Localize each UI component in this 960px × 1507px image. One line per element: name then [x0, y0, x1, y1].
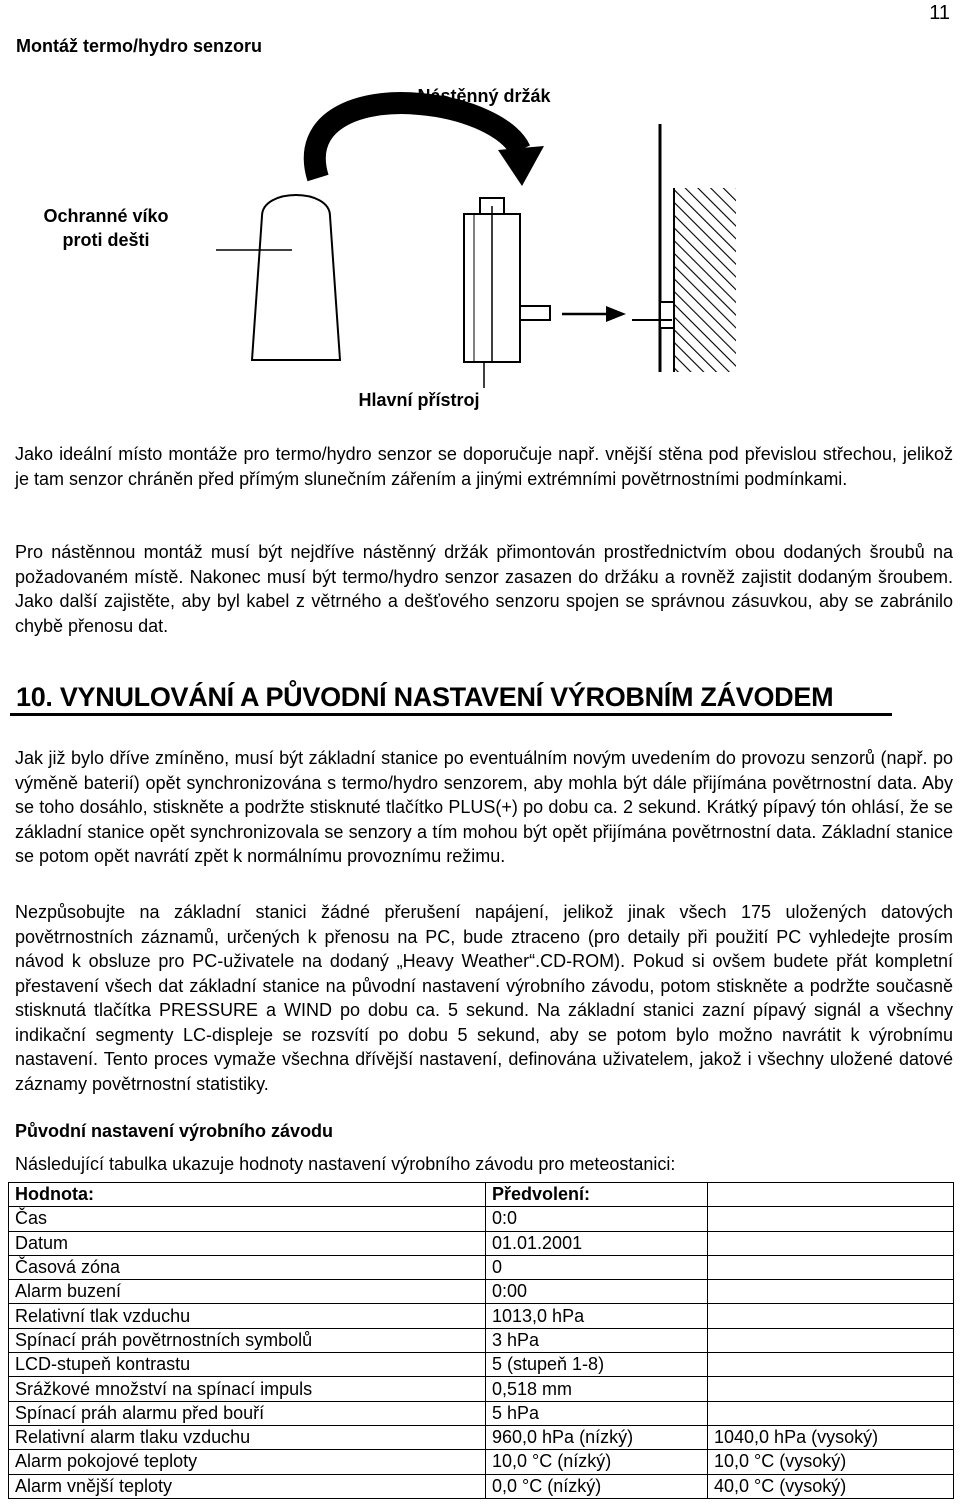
table-cell: [708, 1401, 954, 1425]
label-rain-cover-line2: proti dešti: [62, 230, 150, 250]
table-cell: 5 (stupeň 1-8): [486, 1353, 708, 1377]
table-row: [9, 1425, 954, 1449]
table-row: [9, 1474, 954, 1498]
table-cell: Relativní tlak vzduchu: [9, 1304, 486, 1328]
arrow-right-icon: [562, 306, 626, 322]
heading-underline: [10, 713, 892, 716]
table-cell: Spínací práh povětrnostních symbolů: [9, 1328, 486, 1352]
header-cell: Předvolení:: [486, 1183, 708, 1207]
chapter-paragraph-2: [15, 900, 953, 1096]
rain-cover-icon: [216, 195, 340, 360]
table-intro: Následující tabulka ukazuje hodnoty nastavení výrobního závodu pro meteostanici:: [15, 1154, 676, 1174]
table-cell: 40,0 °C (vysoký): [708, 1474, 954, 1498]
table-cell: 0,0 °C (nízký): [486, 1474, 708, 1498]
table-row: [9, 1255, 954, 1279]
table-row: [9, 1401, 954, 1425]
intro-paragraph-1: [15, 442, 953, 491]
table-cell: 0,518 mm: [486, 1377, 708, 1401]
table-cell: 0:00: [486, 1280, 708, 1304]
table-cell: [708, 1377, 954, 1401]
table-cell: Čas: [9, 1207, 486, 1231]
table-cell: 1040,0 hPa (vysoký): [708, 1425, 954, 1449]
table-cell: 10,0 °C (vysoký): [708, 1450, 954, 1474]
page-number: 11: [929, 2, 950, 24]
table-cell: Srážkové množství na spínací impuls: [9, 1377, 486, 1401]
table-cell: [708, 1231, 954, 1255]
chapter-heading: 10. VYNULOVÁNÍ A PŮVODNÍ NASTAVENÍ VÝROBNÍM ZÁVODEM: [16, 682, 834, 712]
wall-bracket-icon: [632, 124, 674, 372]
table-cell: LCD-stupeň kontrastu: [9, 1353, 486, 1377]
header-cell: [708, 1183, 954, 1207]
table-cell: [708, 1207, 954, 1231]
paragraph-text: Jako ideální místo montáže pro termo/hydro senzor se doporučuje např. vnější stěna pod převislou střechou, jelikož je tam senzor chráněn před přímým slunečním zářením a jinými extrémními povětrnostními podmínkami.: [15, 444, 953, 489]
table-row: [9, 1231, 954, 1255]
table-cell: Spínací práh alarmu před bouří: [9, 1401, 486, 1425]
table-cell: 5 hPa: [486, 1401, 708, 1425]
table-row: [9, 1450, 954, 1474]
table-cell: Alarm pokojové teploty: [9, 1450, 486, 1474]
label-main-unit: Hlavní přístroj: [358, 390, 480, 410]
curved-arrow-icon: [315, 103, 544, 186]
table-row: [9, 1353, 954, 1377]
main-unit-icon: [464, 198, 550, 388]
table-row: [9, 1328, 954, 1352]
table-row: [9, 1377, 954, 1401]
table-cell: 0:0: [486, 1207, 708, 1231]
paragraph-text: Pro nástěnnou montáž musí být nejdříve nástěnný držák přimontován prostřednictvím obou dodaných šroubů na požadovaném místě. Nakonec musí být termo/hydro senzor zasazen do držáku a rovněž zajistit dodaným šroubem. Jako další zajistěte, aby byl kabel z větrného a dešťového senzoru spojen se správnou zásuvkou, aby se zabránilo chybě přenosu dat.: [15, 542, 953, 636]
table-cell: [708, 1280, 954, 1304]
factory-settings-heading: Původní nastavení výrobního závodu: [15, 1121, 334, 1141]
table-row: [9, 1207, 954, 1231]
table-cell: [708, 1255, 954, 1279]
table-cell: Datum: [9, 1231, 486, 1255]
table-cell: Relativní alarm tlaku vzduchu: [9, 1425, 486, 1449]
table-row: [9, 1304, 954, 1328]
table-cell: 960,0 hPa (nízký): [486, 1425, 708, 1449]
table-cell: [708, 1353, 954, 1377]
intro-paragraph-2: [15, 540, 953, 638]
table-cell: Alarm vnější teploty: [9, 1474, 486, 1498]
factory-settings-table: [8, 1182, 954, 1499]
wall-icon: [674, 188, 736, 372]
table-cell: 3 hPa: [486, 1328, 708, 1352]
table-cell: Alarm buzení: [9, 1280, 486, 1304]
chapter-paragraph-1: [15, 746, 953, 869]
table-cell: 10,0 °C (nízký): [486, 1450, 708, 1474]
table-cell: 1013,0 hPa: [486, 1304, 708, 1328]
table-cell: 0: [486, 1255, 708, 1279]
table-header-row: [9, 1183, 954, 1207]
header-cell: Hodnota:: [9, 1183, 486, 1207]
paragraph-text: Nezpůsobujte na základní stanici žádné přerušení napájení, jelikož jinak všech 175 uložených datových povětrnostních záznamů, určených k přenosu na PC, bude ztraceno (pro detaily při použití PC vyhledejte prosím návod k obsluze pro PC-uživatele na dodaný „Heavy Weather“.CD-ROM). Pokud si ovšem budete přát kompletní přestavení všech dat základní stanice na původní nastavení výrobního závodu, potom stiskněte a podržte současně stisknutá tlačítka PRESSURE a WIND po dobu ca. 5 sekund. Na základní stanici zazní pípavý signál a všechny indikační segmenty LC-displeje se rozsvítí po dobu 5 sekund, aby se potom bylo možno navrátit k výrobnímu nastavení. Tento proces vymaže všechna dřívější nastavení, definována uživatelem, jakož i všechny uložené datové záznamy povětrnostní statistiky.: [15, 902, 953, 1094]
paragraph-text: Jak již bylo dříve zmíněno, musí být základní stanice po eventuálním novým uvedením do provozu senzorů (např. po výměně baterií) opět synchronizována s termo/hydro senzorem, aby mohla být dále přijímána povětrnostní data. Aby se toho dosáhlo, stiskněte a podržte stisknuté tlačítko PLUS(+) po dobu ca. 2 sekund. Krátký pípavý tón ohlásí, že se základní stanice opět synchronizovala se senzory a tím mohou být opět přijímána povětrnostní data. Základní stanice se potom opět navrátí zpět k normálnímu provoznímu režimu.: [15, 748, 953, 866]
label-rain-cover-line1: Ochranné víko: [43, 206, 169, 226]
table-cell: 01.01.2001: [486, 1231, 708, 1255]
table-cell: Časová zóna: [9, 1255, 486, 1279]
table-row: [9, 1280, 954, 1304]
table-cell: [708, 1304, 954, 1328]
section-title: Montáž termo/hydro senzoru: [16, 36, 263, 56]
label-rain-cover: [20, 204, 192, 252]
label-wall-bracket: Nástěnný držák: [417, 86, 551, 106]
table-cell: [708, 1328, 954, 1352]
